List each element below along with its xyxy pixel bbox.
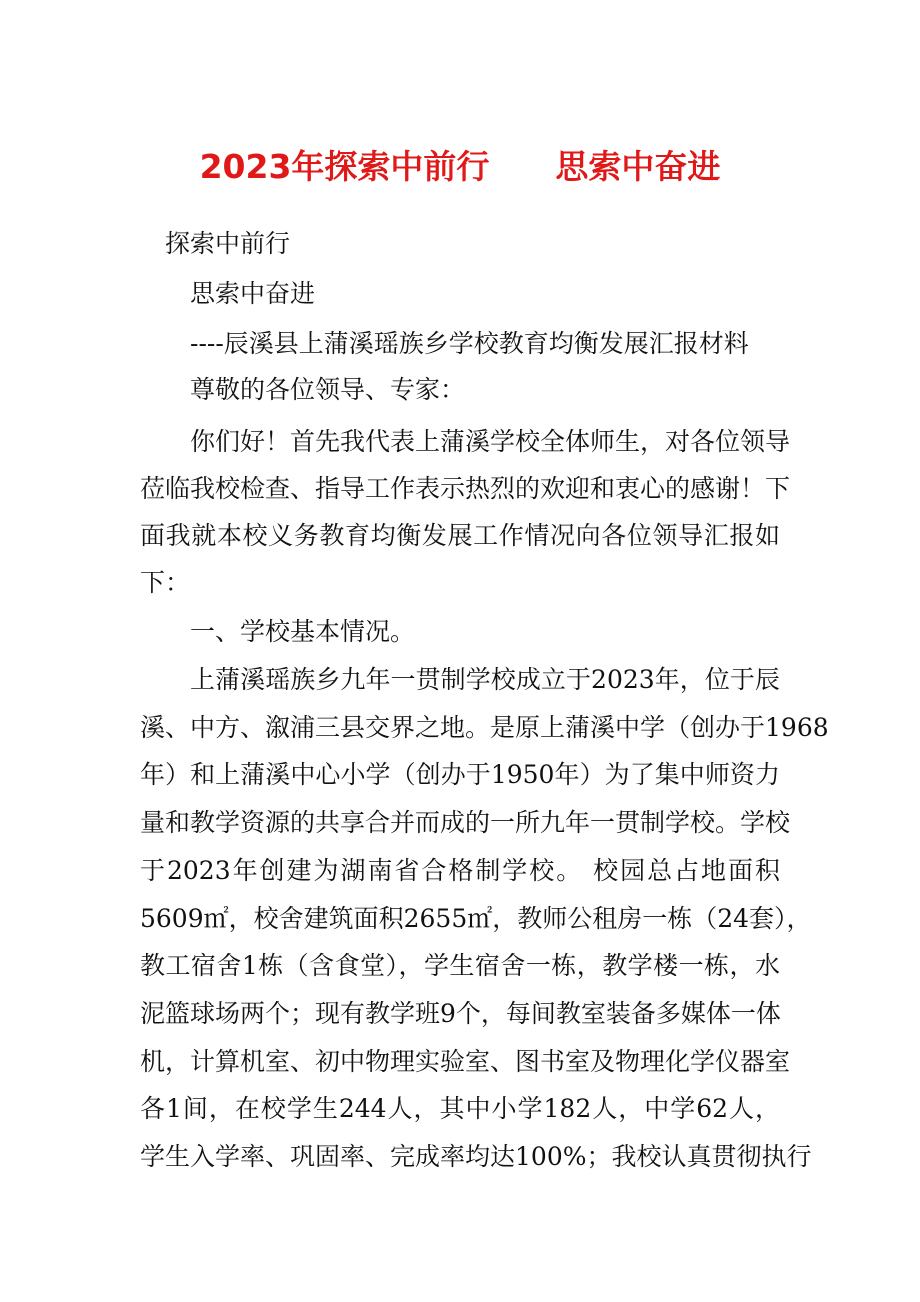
body-line: 量和教学资源的共享合并而成的一所九年一贯制学校。学校 (140, 808, 791, 837)
body-line: 教工宿舍1栋（含食堂），学生宿舍一栋，教学楼一栋，水 (140, 951, 780, 980)
subtitle-line-3: ----辰溪县上蒲溪瑶族乡学校教育均衡发展汇报材料 (190, 329, 749, 358)
body-line: 年）和上蒲溪中心小学（创办于1950年）为了集中师资力 (140, 760, 780, 789)
body-line: 5609㎡，校舍建筑面积2655㎡，教师公租房一栋（24套）， (140, 904, 812, 933)
subtitle-line-2: 思索中奋进 (190, 279, 316, 308)
body-line: 各1间，在校学生244人，其中小学182人，中学62人， (140, 1094, 780, 1123)
salutation: 尊敬的各位领导、专家： (190, 375, 466, 404)
document-title: 2023年探索中前行 思索中奋进 (199, 147, 721, 186)
body-line: 你们好！首先我代表上蒲溪学校全体师生，对各位领导 (190, 427, 791, 456)
body-line: 面我就本校义务教育均衡发展工作情况向各位领导汇报如 (140, 521, 780, 550)
body-line: 上蒲溪瑶族乡九年一贯制学校成立于2023年，位于辰 (190, 665, 780, 694)
body-line: 莅临我校检查、指导工作表示热烈的欢迎和衷心的感谢！下 (140, 474, 791, 503)
body-line: 学生入学率、巩固率、完成率均达100%；我校认真贯彻执行 (140, 1142, 812, 1171)
section-heading: 一、学校基本情况。 (190, 617, 416, 646)
body-line: 泥篮球场两个；现有教学班9个，每间教室装备多媒体一体 (140, 999, 781, 1028)
subtitle-line-1: 探索中前行 (165, 229, 291, 258)
body-line: 机，计算机室、初中物理实验室、图书室及物理化学仪器室 (140, 1047, 791, 1076)
body-line: 下： (140, 568, 191, 597)
body-line: 溪、中方、溆浦三县交界之地。是原上蒲溪中学（创办于1968 (140, 713, 829, 742)
body-line: 于2023年创建为湖南省合格制学校。 校园总占地面积 (140, 856, 780, 885)
